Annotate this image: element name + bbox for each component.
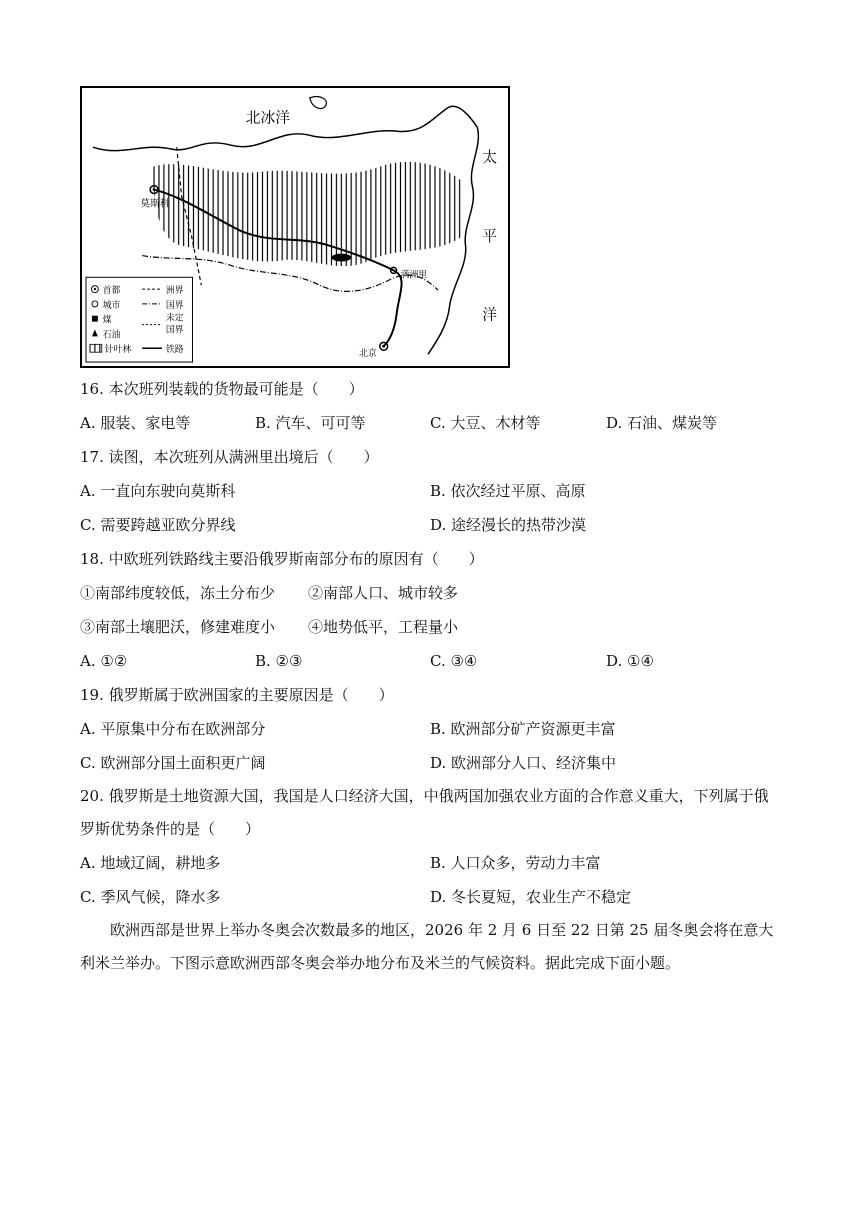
map-svg <box>82 88 508 366</box>
legend-railway: 铁路 <box>165 345 184 356</box>
q20-stem: 20. 俄罗斯是土地资源大国，我国是人口经济大国，中俄两国加强农业方面的合作意义重大，下列属于俄罗斯优势条件的是（ ） <box>80 787 769 838</box>
legend-taiga: 针叶林 <box>104 345 132 356</box>
label-moscow: 莫斯科 <box>140 198 170 210</box>
lake-baikal <box>331 254 351 262</box>
q19-option-b[interactable]: B. 欧洲部分矿产资源更丰富 <box>430 720 616 738</box>
q16-option-c[interactable]: C. 大豆、木材等 <box>430 414 541 432</box>
q20-option-c[interactable]: C. 季风气候，降水多 <box>80 888 221 906</box>
label-arctic-ocean: 北冰洋 <box>245 109 291 127</box>
island <box>310 97 327 109</box>
q19-option-c[interactable]: C. 欧洲部分国土面积更广阔 <box>80 754 266 772</box>
q18-statement-4: ④地势低平，工程量小 <box>308 618 459 636</box>
q19-option-d[interactable]: D. 欧洲部分人口、经济集中 <box>430 754 617 772</box>
legend-city: 城市 <box>102 300 121 311</box>
q17-option-a[interactable]: A. 一直向东驶向莫斯科 <box>80 482 236 500</box>
intro-paragraph: 欧洲西部是世界上举办冬奥会次数最多的地区，2026 年 2 月 6 日至 22 日第 25 届冬奥会将在意大利米兰举办。下图示意欧洲西部冬奥会举办地分布及米兰的气候资料。据此完成下面小题。 <box>80 921 774 972</box>
q20-option-b[interactable]: B. 人口众多，劳动力丰富 <box>430 854 601 872</box>
label-beijing: 北京 <box>359 349 377 360</box>
q18-statement-3: ③南部土壤肥沃，修建难度小 <box>80 618 276 636</box>
label-pacific-2: 平 <box>482 227 498 245</box>
q16-stem: 16. 本次班列装载的货物最可能是（ ） <box>80 380 364 398</box>
q18-statement-1: ①南部纬度较低，冻土分布少 <box>80 584 276 602</box>
q17-option-c[interactable]: C. 需要跨越亚欧分界线 <box>80 516 236 534</box>
label-pacific-1: 太 <box>482 148 498 166</box>
map-legend <box>86 277 192 362</box>
legend-oil: 石油 <box>102 330 121 341</box>
q20-option-a[interactable]: A. 地域辽阔，耕地多 <box>80 854 221 872</box>
legend-undetermined-1: 未定 <box>165 313 184 324</box>
q16-option-a[interactable]: A. 服装、家电等 <box>80 414 191 432</box>
russia-railway-map <box>80 86 510 368</box>
label-manzhouli: 满洲里 <box>400 270 428 281</box>
q18-option-c[interactable]: C. ③④ <box>430 652 478 670</box>
q18-option-b[interactable]: B. ②③ <box>255 652 303 670</box>
q19-option-a[interactable]: A. 平原集中分布在欧洲部分 <box>80 720 266 738</box>
taiga-area <box>152 162 463 266</box>
q18-statement-2: ②南部人口、城市较多 <box>308 584 459 602</box>
legend-capital: 首都 <box>102 286 121 297</box>
q18-option-d[interactable]: D. ①④ <box>606 652 654 670</box>
legend-national-border: 国界 <box>165 300 184 311</box>
q20-option-d[interactable]: D. 冬长夏短，农业生产不稳定 <box>430 888 632 906</box>
q17-stem: 17. 读图，本次班列从满洲里出境后（ ） <box>80 448 379 466</box>
q17-option-b[interactable]: B. 依次经过平原、高原 <box>430 482 586 500</box>
label-pacific-3: 洋 <box>482 306 498 324</box>
q19-stem: 19. 俄罗斯属于欧洲国家的主要原因是（ ） <box>80 686 394 704</box>
q16-option-b[interactable]: B. 汽车、可可等 <box>255 414 366 432</box>
q17-option-d[interactable]: D. 途经漫长的热带沙漠 <box>430 516 587 534</box>
q16-option-d[interactable]: D. 石油、煤炭等 <box>606 414 718 432</box>
legend-coal: 煤 <box>102 315 112 326</box>
legend-continent-boundary: 洲界 <box>165 286 184 297</box>
q18-stem: 18. 中欧班列铁路线主要沿俄罗斯南部分布的原因有（ ） <box>80 550 484 568</box>
legend-undetermined-2: 国界 <box>165 325 184 336</box>
q18-option-a[interactable]: A. ①② <box>80 652 128 670</box>
